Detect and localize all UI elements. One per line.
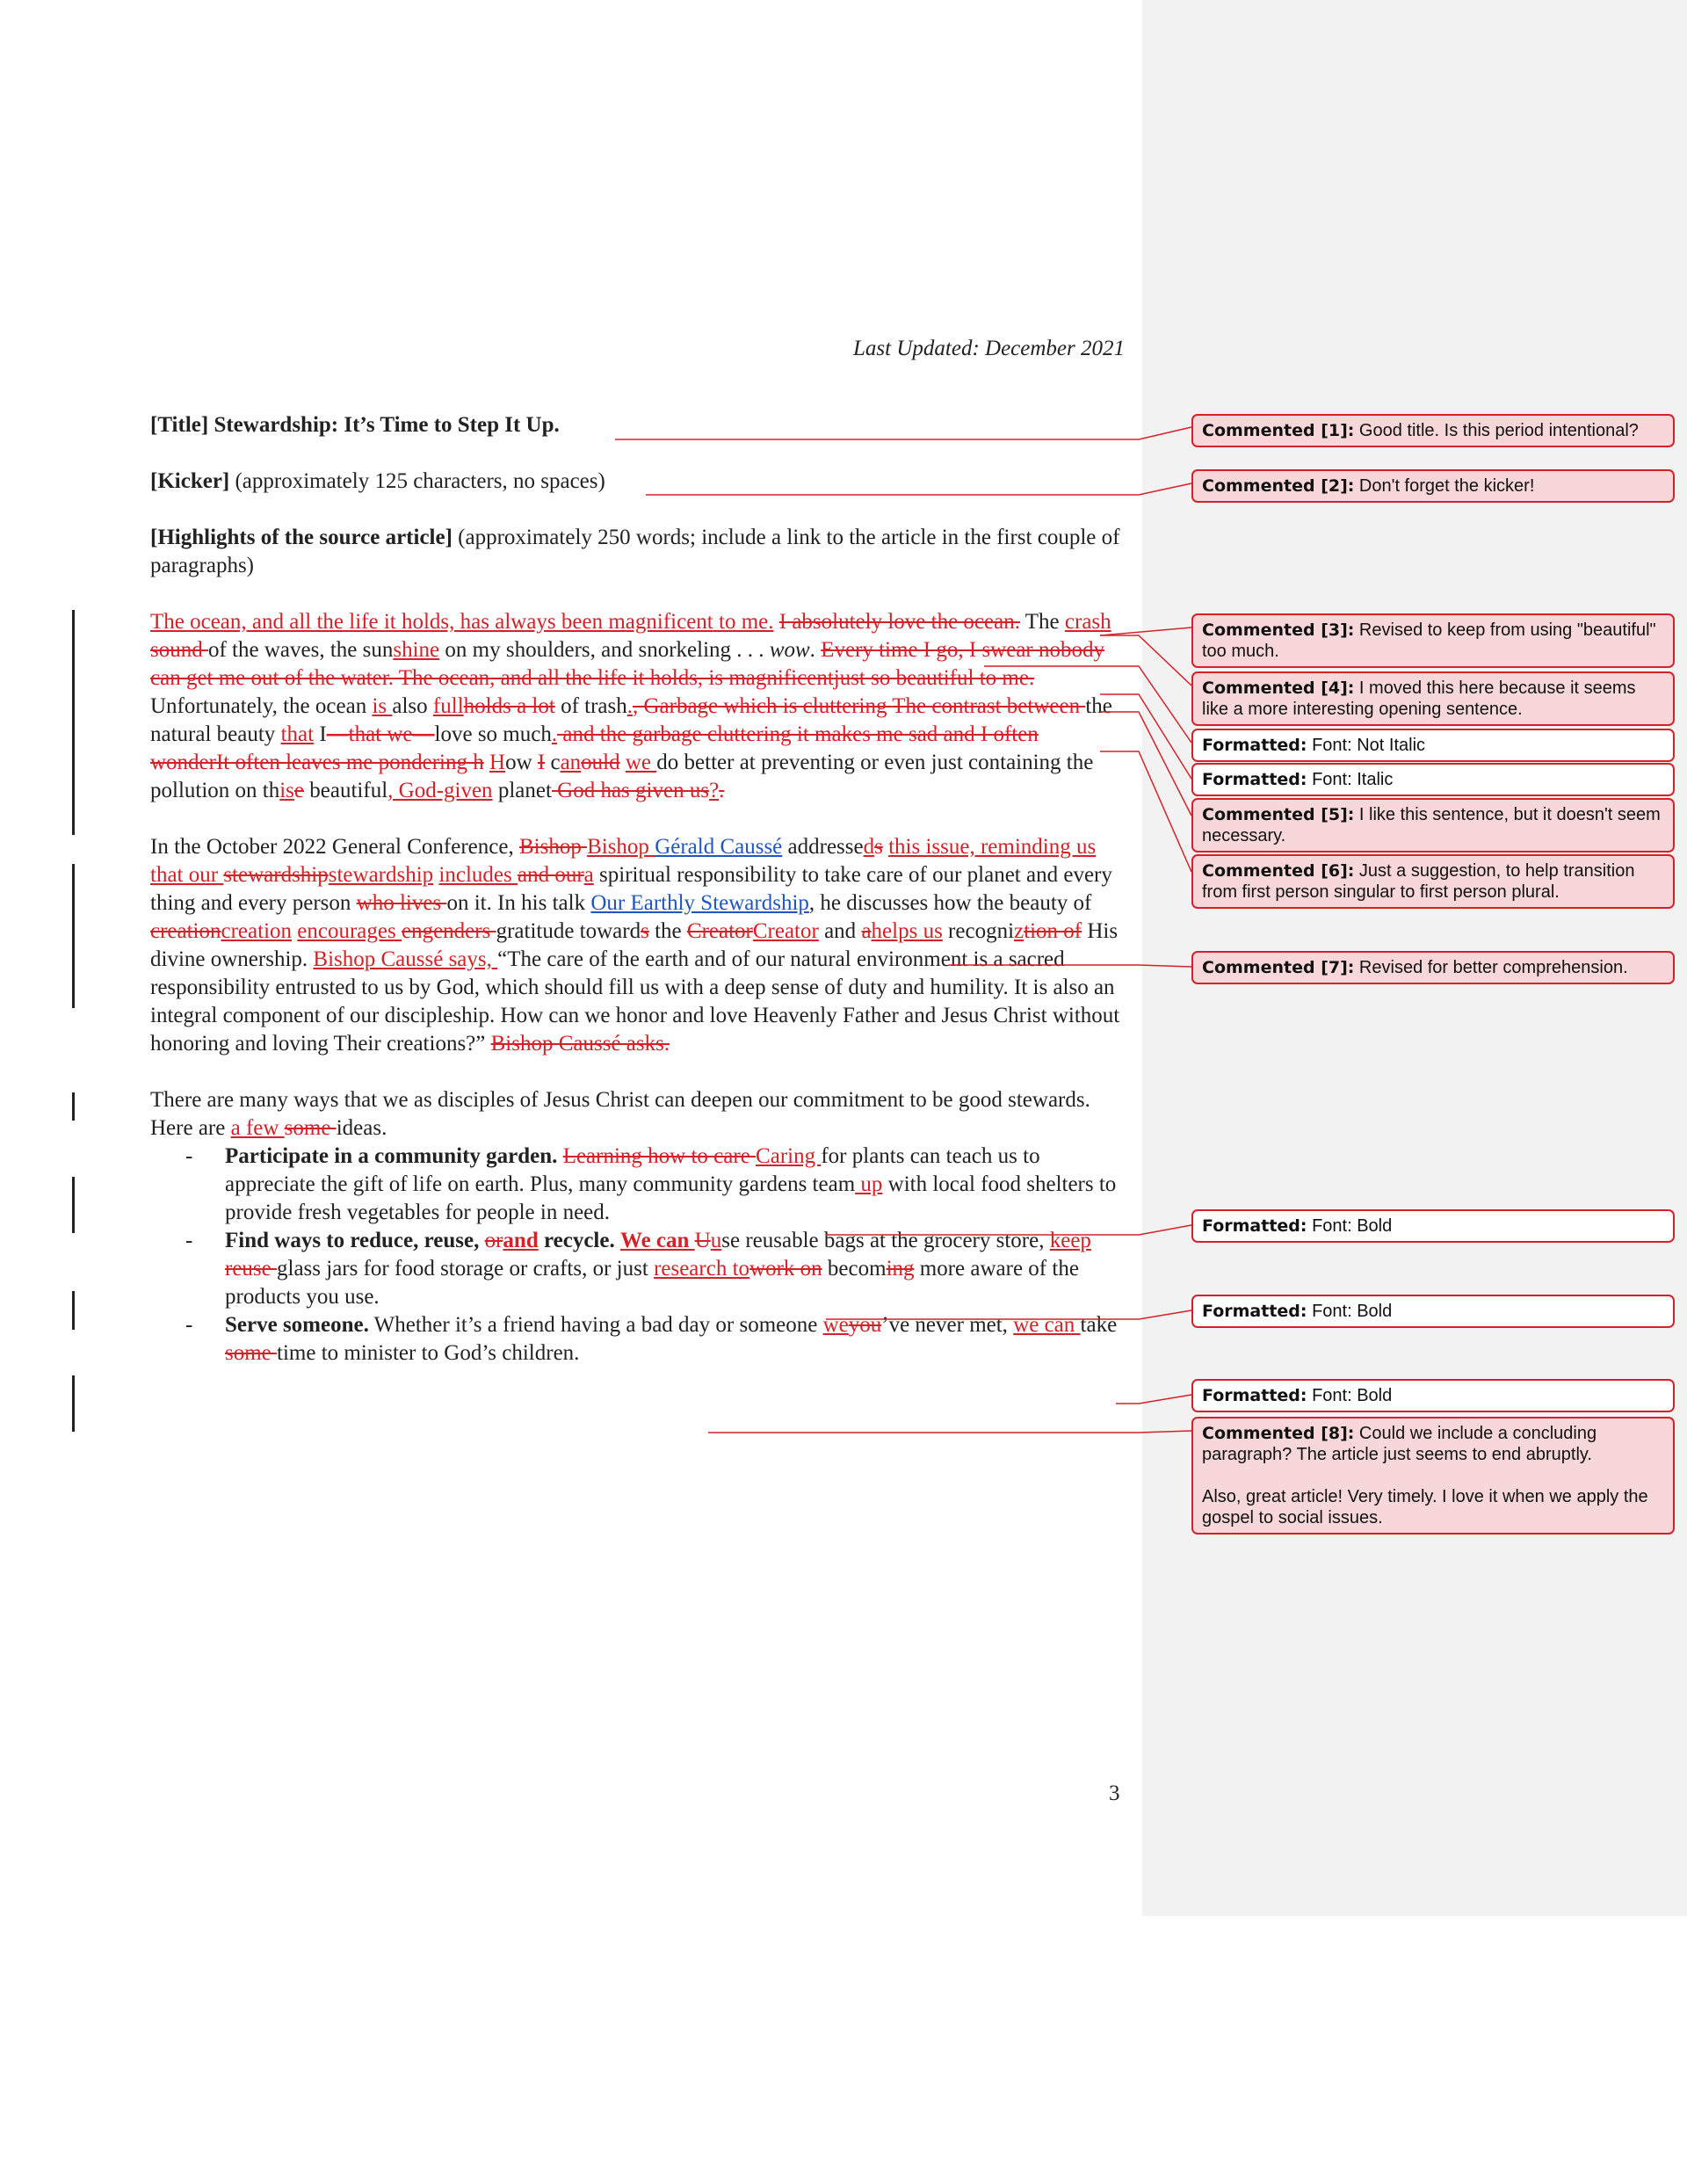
list-item-text	[225, 1143, 1121, 1227]
deletion: some	[284, 1116, 337, 1140]
comment-balloon[interactable]	[1191, 414, 1675, 447]
deletion: Bishop Caussé asks.	[490, 1032, 670, 1056]
insertion: to me.	[713, 610, 774, 634]
deletion: stewardship	[223, 863, 329, 887]
balloon-label: Commented [3]:	[1202, 620, 1355, 640]
insertion: magnificent	[608, 610, 713, 634]
insertion: u	[710, 1229, 722, 1252]
text-run: gratitude toward	[496, 919, 641, 943]
comment-balloon[interactable]	[1191, 469, 1675, 503]
deletion: you	[848, 1313, 882, 1337]
formatting-balloon[interactable]	[1191, 763, 1675, 796]
kicker-text: (approximately 125 characters, no spaces)	[229, 469, 605, 493]
highlights-text: (approximately 250 words; include a link to the article in the first couple of paragraphs)	[150, 526, 1120, 577]
text-run: do better at preventing or even just containing the pollution on th	[150, 751, 1094, 802]
text-run: with local food shelters to provide fresh vegetables for people in need.	[225, 1172, 1117, 1224]
list-item[interactable]	[150, 1143, 1121, 1227]
change-bar	[72, 1092, 75, 1121]
text-run: take	[1080, 1313, 1118, 1337]
list-item[interactable]	[150, 1227, 1121, 1311]
balloon-text: Revised for better comprehension.	[1354, 958, 1628, 977]
insertion: d	[863, 835, 875, 859]
text-run: love so much	[434, 722, 552, 746]
balloon-text: Font: Italic	[1307, 770, 1394, 789]
deletion: work on	[749, 1257, 822, 1281]
comment-balloon[interactable]	[1191, 613, 1675, 668]
document-body[interactable]	[150, 411, 1121, 1368]
insertion: we can	[1013, 1313, 1081, 1337]
deletion: e	[293, 779, 305, 802]
deletion: reuse	[225, 1257, 277, 1281]
deletion: Every time I go, I swear nobody can get me out of the water. The ocean, and all the life it holds, is magnificentjust so beautiful to me.	[150, 638, 1104, 690]
balloon-text: Don't forget the kicker!	[1354, 476, 1535, 496]
text-run: time to minister to God’s children.	[277, 1341, 580, 1365]
bold-insertion: and	[503, 1229, 539, 1252]
kicker-paragraph[interactable]	[150, 468, 1121, 496]
highlights-paragraph[interactable]	[150, 524, 1121, 580]
bullet-dash: -	[185, 1144, 193, 1168]
formatting-balloon[interactable]	[1191, 1379, 1675, 1412]
formatting-balloon[interactable]	[1191, 1295, 1675, 1328]
text-run: .	[809, 638, 822, 662]
balloon-label: Commented [5]:	[1202, 805, 1355, 824]
balloon-text: Could we include a concluding paragraph? The article just seems to end abruptly.	[1202, 1424, 1597, 1464]
balloon-label: Commented [8]:	[1202, 1424, 1355, 1443]
insertion: Creator	[752, 919, 819, 943]
text-run: also	[392, 694, 433, 718]
balloon-label: Formatted:	[1202, 1302, 1307, 1321]
italic-run: wow	[769, 638, 810, 662]
comment-balloon[interactable]	[1191, 671, 1675, 726]
deletion: The contrast between	[892, 694, 1086, 718]
title-text: Stewardship: It’s Time to Step It Up.	[208, 413, 560, 437]
text-run: , he discusses how the beauty of	[808, 891, 1092, 915]
ideas-paragraph[interactable]	[150, 1086, 1121, 1143]
bold-run: recycle.	[538, 1229, 615, 1252]
balloon-label: Formatted:	[1202, 736, 1307, 755]
text-run: ow	[505, 751, 538, 774]
insertion: that	[280, 722, 315, 746]
insertion: The ocean, and all the life it holds, has always been	[150, 610, 609, 634]
list-item-text	[225, 1227, 1121, 1311]
insertion: helps us	[871, 919, 943, 943]
deletion: and the garbage cluttering it makes me sad and I often wonderIt often leaves me pondering h	[150, 722, 1039, 774]
insertion: stewardship	[328, 863, 434, 887]
deletion: holds a lot	[463, 694, 555, 718]
comment-balloon[interactable]	[1191, 1417, 1675, 1535]
insertion: is	[372, 694, 393, 718]
deletion: I	[537, 751, 546, 774]
deletion: s	[641, 919, 649, 943]
balloon-text: Just a suggestion, to help transition from first person singular to first person plural.	[1202, 861, 1635, 902]
text-run: beautiful	[304, 779, 388, 802]
text-run: more aware of the products you use.	[225, 1257, 1079, 1309]
insertion: full	[432, 694, 464, 718]
bold-run: Serve someone.	[225, 1313, 369, 1337]
balloon-text: Font: Not Italic	[1307, 736, 1426, 755]
balloon-text: I moved this here because it seems like a more interesting opening sentence.	[1202, 678, 1636, 719]
deletion: or	[484, 1229, 503, 1252]
insertion: crash	[1064, 610, 1111, 634]
balloon-text: I like this sentence, but it doesn't seem necessary.	[1202, 805, 1661, 845]
insertion: Caring	[756, 1144, 822, 1168]
insertion: this issue, reminding us that our	[150, 835, 1097, 887]
text-run: Unfortunately, the ocean	[150, 694, 373, 718]
balloon-label: Commented [7]:	[1202, 958, 1355, 977]
text-run: I	[314, 722, 327, 746]
formatting-balloon[interactable]	[1191, 729, 1675, 762]
deletion: sound	[150, 638, 208, 662]
insertion: z	[1014, 919, 1025, 943]
deletion: tion of	[1024, 919, 1082, 943]
deletion: I absolutely love the ocean.	[778, 610, 1020, 634]
comment-balloon[interactable]	[1191, 798, 1675, 853]
balloon-label: Commented [1]:	[1202, 421, 1355, 440]
balloon-text: Font: Bold	[1307, 1302, 1393, 1321]
insertion: research to	[654, 1257, 750, 1281]
insertion: is	[279, 779, 294, 802]
change-bar	[72, 1375, 75, 1432]
text-run: and	[818, 919, 862, 943]
text-run: ideas.	[336, 1116, 387, 1140]
text-run: In the October 2022 General Conference,	[150, 835, 519, 859]
insertion: shine	[393, 638, 440, 662]
deletion: s	[874, 835, 883, 859]
text-run: the	[648, 919, 687, 943]
deletion: God has given us	[551, 779, 710, 802]
change-bar	[72, 610, 75, 835]
text-run: c	[545, 751, 561, 774]
insertion: Bishop	[587, 835, 655, 859]
bullet-dash: -	[185, 1313, 193, 1337]
title-paragraph[interactable]	[150, 411, 1121, 439]
formatting-balloon[interactable]	[1191, 1209, 1675, 1243]
insertion: H	[489, 751, 506, 774]
balloon-text: Revised to keep from using "beautiful" too much.	[1202, 620, 1656, 661]
page-number: 3	[1109, 1781, 1120, 1805]
deletion: some	[225, 1341, 278, 1365]
text-run: glass jars for food storage or crafts, or just	[277, 1257, 655, 1281]
insertion: .	[551, 722, 558, 746]
insertion: an	[560, 751, 582, 774]
text-run: Whether it’s a friend having a bad day or someone	[368, 1313, 823, 1337]
text-run: on my shoulders, and snorkeling . . .	[439, 638, 770, 662]
change-bar	[72, 864, 75, 1008]
conference-paragraph[interactable]	[150, 833, 1121, 1058]
insertion: creation	[221, 919, 293, 943]
insertion: .	[626, 694, 633, 718]
list-item-text	[225, 1311, 1121, 1368]
title-label: [Title]	[150, 413, 209, 437]
text-run: becom	[822, 1257, 887, 1281]
text-run: for plants can teach us to appreciate the gift of life on earth. Plus, many community gardens team	[225, 1144, 1040, 1196]
text-run: addresse	[782, 835, 864, 859]
insertion: we	[822, 1313, 849, 1337]
deletion: .	[719, 779, 725, 802]
text-run: ’ve never met,	[881, 1313, 1014, 1337]
insertion: keep	[1049, 1229, 1091, 1252]
hyperlink[interactable]: Gérald Caussé	[655, 835, 783, 859]
highlights-label: [Highlights of the source article]	[150, 526, 453, 549]
text-run: His divine ownership.	[150, 919, 1119, 971]
insertion: Bishop Caussé says,	[313, 947, 498, 971]
insertion: a few	[230, 1116, 285, 1140]
text-run: “The care of the earth and of our natural environment is a sacred responsibility entrusted to us by God, which should fill us with a deep sense of duty and humility. It is also an integral component of our discipleship. How can we honor and love Heavenly Father and Jesus Christ without honoring and loving Their creations?”	[150, 947, 1120, 1056]
deletion: Creator	[686, 919, 753, 943]
balloon-label: Commented [4]:	[1202, 678, 1355, 698]
comment-balloon[interactable]	[1191, 854, 1675, 909]
deletion: creation	[150, 919, 221, 943]
deletion: , Garbage which is cluttering	[632, 694, 893, 718]
balloon-text: Good title. Is this period intentional?	[1354, 421, 1639, 440]
deletion: a	[861, 919, 872, 943]
balloon-text-second-paragraph: Also, great article! Very timely. I love it when we apply the gospel to social issues.	[1202, 1487, 1648, 1527]
deletion: Learning how to care	[562, 1144, 757, 1168]
deletion: engenders	[401, 919, 496, 943]
change-bar	[72, 1177, 75, 1233]
kicker-label: [Kicker]	[150, 469, 230, 493]
hyperlink[interactable]: Our Earthly Stewardship	[590, 891, 809, 915]
text-run: of trash	[554, 694, 627, 718]
text-run: of the waves, the sun	[207, 638, 394, 662]
last-updated-header: Last Updated: December 2021	[853, 337, 1125, 360]
bold-run: Participate in a community garden.	[225, 1144, 558, 1168]
text-run: There are many ways that we as disciples of Jesus Christ can deepen our commitment to be good stewards. Here are	[150, 1088, 1090, 1140]
balloon-label: Commented [2]:	[1202, 476, 1355, 496]
insertion: includes	[438, 863, 518, 887]
insertion: we	[625, 751, 657, 774]
bold-insertion: We can	[619, 1229, 695, 1252]
deletion: Bishop	[518, 835, 588, 859]
text-run: on it. In his talk	[446, 891, 591, 915]
insertion: ?	[709, 779, 720, 802]
text-run: recogni	[942, 919, 1015, 943]
balloon-text: Font: Bold	[1307, 1216, 1393, 1236]
balloon-label: Commented [6]:	[1202, 861, 1355, 881]
text-run: planet	[492, 779, 552, 802]
deletion: who lives	[356, 891, 447, 915]
deletion: —that we—	[326, 722, 435, 746]
text-run: se reusable bags at the grocery store,	[721, 1229, 1050, 1252]
balloon-text: Font: Bold	[1307, 1386, 1393, 1405]
deletion: ing	[886, 1257, 915, 1281]
bullet-list	[150, 1143, 1121, 1368]
balloon-label: Formatted:	[1202, 1216, 1307, 1236]
comment-balloon[interactable]	[1191, 951, 1675, 984]
insertion: up	[855, 1172, 883, 1196]
insertion: a	[583, 863, 594, 887]
text-run: The	[1019, 610, 1065, 634]
list-item[interactable]	[150, 1311, 1121, 1368]
insertion: , God-given	[387, 779, 493, 802]
insertion: encourages	[297, 919, 402, 943]
deletion: and our	[518, 863, 584, 887]
balloon-label: Formatted:	[1202, 770, 1307, 789]
balloon-label: Formatted:	[1202, 1386, 1307, 1405]
deletion: U	[694, 1229, 711, 1252]
intro-paragraph[interactable]	[150, 608, 1121, 805]
bullet-dash: -	[185, 1229, 193, 1252]
bold-run: Find ways to reduce, reuse,	[225, 1229, 485, 1252]
change-bar	[72, 1291, 75, 1330]
deletion: ould	[581, 751, 620, 774]
text-run: spiritual responsibility to take care of our planet and every thing and every person	[150, 863, 1112, 915]
text-run: the natural beauty	[150, 694, 1112, 746]
